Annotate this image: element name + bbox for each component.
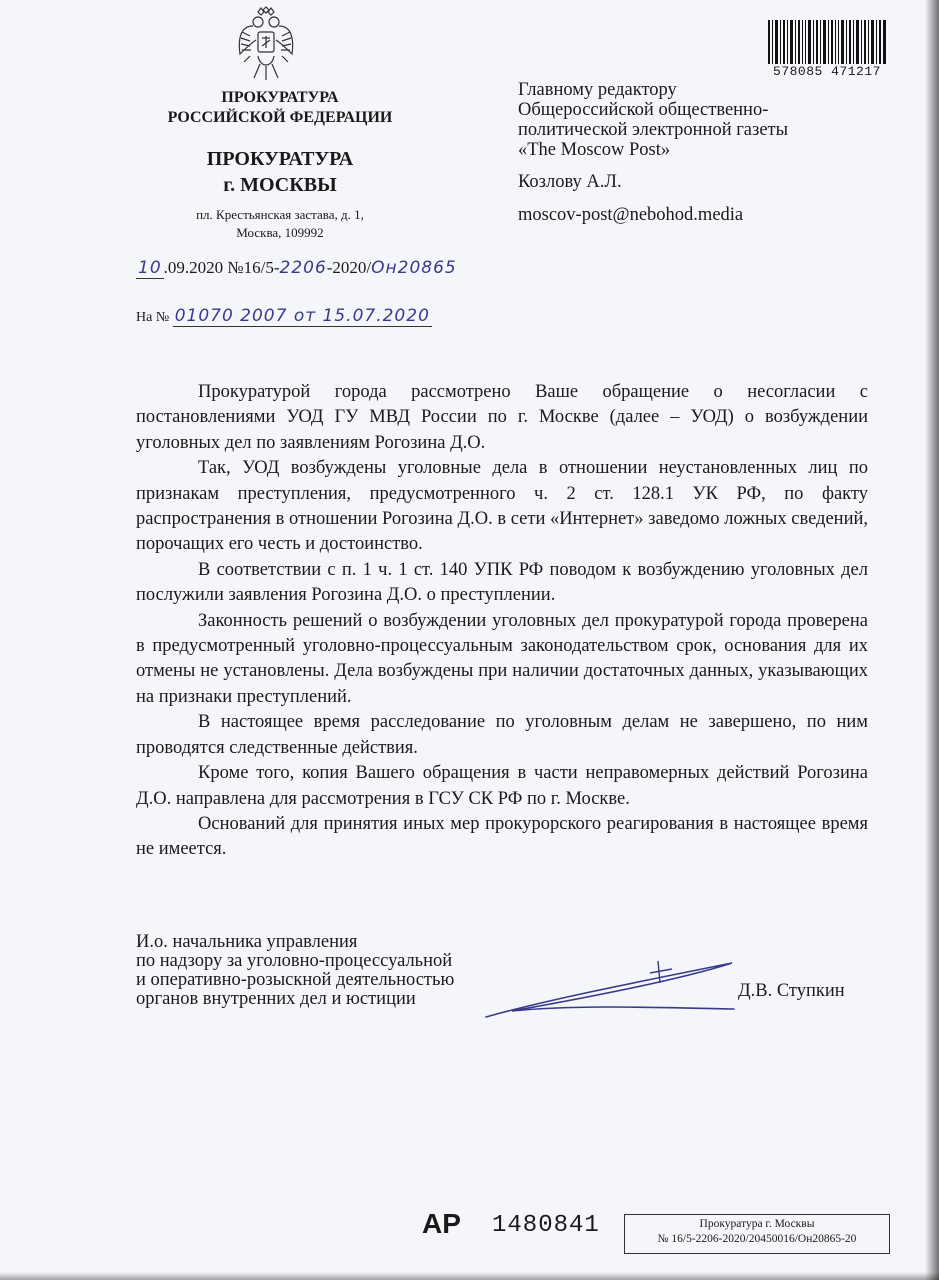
signer-position-line: по надзору за уголовно-процессуальной (136, 951, 453, 971)
outgoing-date-number (136, 258, 457, 278)
body-paragraph: Оснований для принятия иных мер прокурорского реагирования в настоящее время не имеется. (136, 813, 868, 860)
body-paragraph: Кроме того, копия Вашего обращения в части неправомерных действий Рогозина Д.О. направлена для рассмотрения в ГСУ СК РФ по г. Москве. (136, 763, 868, 809)
handwritten-reference: 01070 2007 от 15.07.2020 (174, 306, 430, 326)
org-name-line: ПРОКУРАТУРА (221, 89, 339, 106)
stamp-series: АР (422, 1208, 461, 1239)
number-suffix: -2020/ (326, 258, 372, 277)
body-paragraph: В настоящее время расследование по уголовным делам не завершено, по ним проводятся следственные действия. (136, 712, 868, 758)
reference-label: На № (136, 310, 170, 325)
recipient-line: Главному редактору (518, 80, 677, 100)
recipient-line: «The Moscow Post» (518, 140, 671, 160)
registration-line: Прокуратура г. Москвы (699, 1218, 815, 1230)
org-name-line: ПРОКУРАТУРА (206, 148, 354, 170)
scan-edge-shadow (925, 0, 939, 1280)
printed-date: .09.2020 (163, 258, 224, 277)
signer-position-line: и оперативно-розыскной деятельностью (136, 970, 455, 990)
handwritten-day: 10 (138, 258, 162, 278)
address-line: пл. Крестьянская застава, д. 1, (196, 207, 364, 222)
org-name-line: РОССИЙСКОЙ ФЕДЕРАЦИИ (167, 109, 393, 126)
russian-coat-of-arms-icon (236, 6, 296, 84)
body-paragraph: Так, УОД возбуждены уголовные дела в отношении неустановленных лиц по признакам преступления, предусмотренного ч. 2 ст. 128.1 УК РФ, по факту распространения в отношении Рогозина Д.О. в сети «Интернет» заведомо ложных сведений, порочащих его честь и достоинство. (136, 458, 868, 555)
handwritten-number-tail: Он20865 (371, 258, 457, 278)
registration-box (624, 1214, 890, 1254)
handwritten-signature-icon (482, 955, 742, 1023)
signer-position-line: органов внутренних дел и юстиции (136, 989, 416, 1009)
recipient-email: moscov-post@nebohod.media (518, 205, 744, 225)
org-name-local (140, 146, 420, 198)
stamp-number: 1480841 (492, 1212, 600, 1239)
number-prefix: №16/5- (227, 258, 280, 277)
org-name-line: г. МОСКВЫ (223, 174, 337, 196)
body-paragraph: Законность решений о возбуждении уголовных дел прокуратурой города проверена в предусмотренный уголовно-процессуальным законодательством срок, основания для их отмены не установлены. Дела возбуждены при наличии достаточных данных, указывающих на признаки преступлений. (136, 610, 868, 707)
reference-line (136, 306, 432, 326)
address-line: Москва, 109992 (236, 225, 324, 240)
signer-name: Д.В. Ступкин (738, 981, 845, 1001)
letter-body (136, 380, 868, 863)
registration-line: № 16/5-2206-2020/20450016/Он20865-20 (657, 1233, 857, 1245)
recipient-line: политической электронной газеты (518, 120, 789, 140)
barcode-icon (768, 20, 886, 64)
barcode-number: 578085 471217 (773, 64, 881, 79)
body-paragraph: В соответствии с п. 1 ч. 1 ст. 140 УПК РФ поводом к возбуждению уголовных дел послужили заявления Рогозина Д.О. о преступлении. (136, 559, 868, 606)
signer-position (136, 933, 536, 1009)
body-paragraph: Прокуратурой города рассмотрено Ваше обращение о несогласии с постановлениями УОД ГУ МВД России по г. Москве (далее – УОД) о возбуждении уголовных дел по заявлениям Рогозина Д.О. (136, 382, 868, 453)
signer-position-line: И.о. начальника управления (136, 932, 358, 952)
handwritten-number: 2206 (279, 258, 327, 278)
org-address (150, 206, 410, 242)
recipient-line: Общероссийской общественно- (518, 100, 769, 120)
recipient-block (518, 80, 878, 160)
recipient-name: Козлову А.Л. (518, 172, 622, 192)
org-name-federal (140, 88, 420, 128)
scan-edge-shadow (0, 1272, 939, 1280)
